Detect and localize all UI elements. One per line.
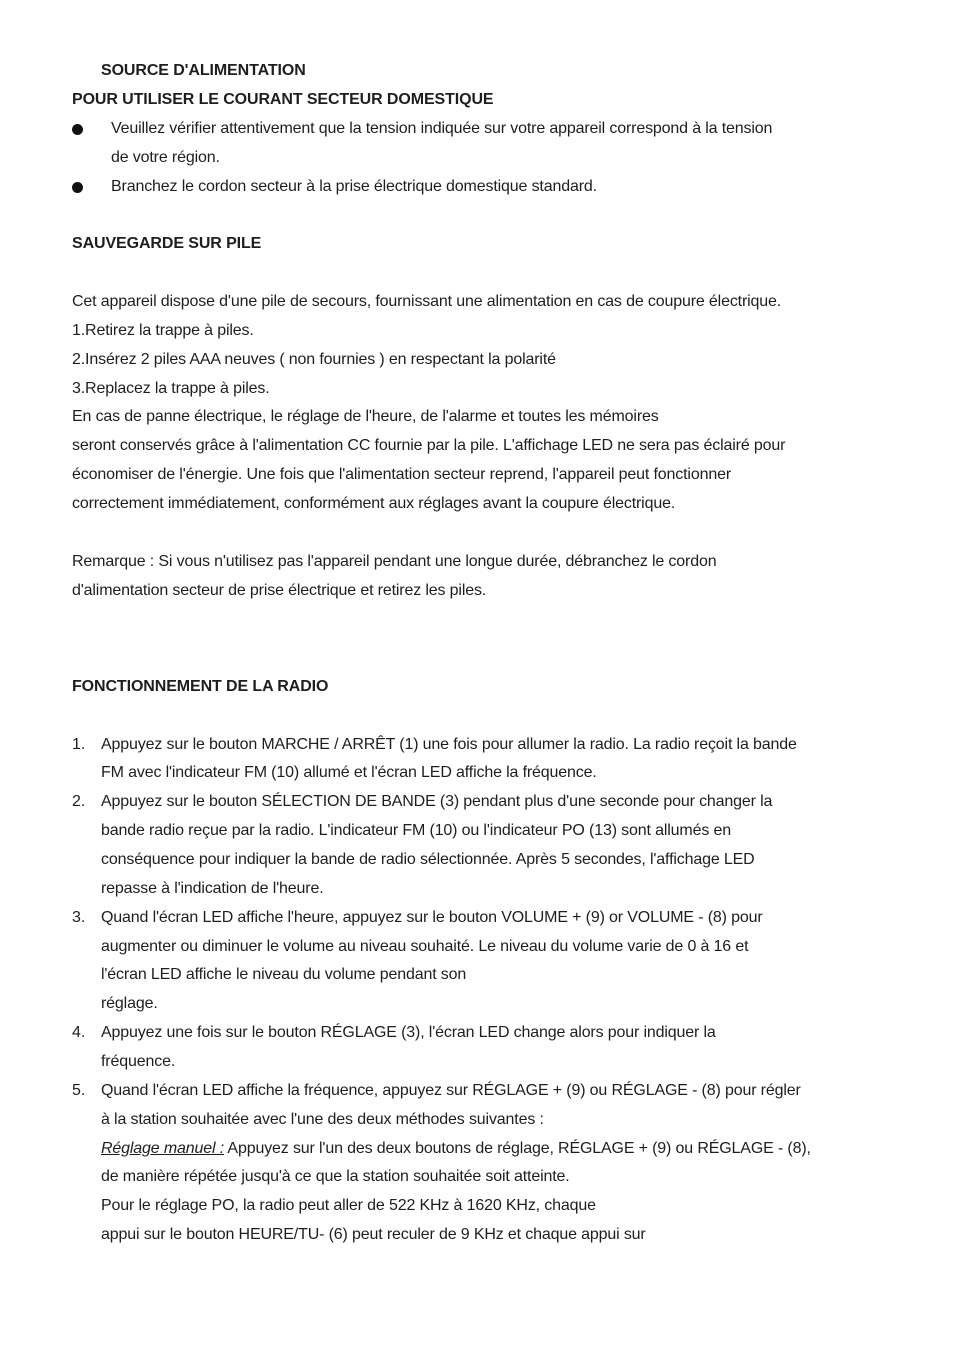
step-3-line: Quand l'écran LED affiche l'heure, appuyez sur le bouton VOLUME + (9) or VOLUME - (8) pour	[101, 909, 763, 926]
mains-bullet-2-line-1: Branchez le cordon secteur à la prise électrique domestique standard.	[111, 178, 597, 195]
step-3-line: augmenter ou diminuer le volume au niveau souhaité. Le niveau du volume varie de 0 à 16 et	[101, 938, 749, 955]
manual-tuning-text: Appuyez sur l'un des deux boutons de réglage, RÉGLAGE + (9) ou RÉGLAGE - (8),	[224, 1140, 811, 1157]
step-number: 5.	[72, 1082, 86, 1099]
step-number: 3.	[72, 909, 86, 926]
note-line: d'alimentation secteur de prise électrique et retirez les piles.	[72, 582, 487, 599]
mains-bullet-1-line-1: Veuillez vérifier attentivement que la tension indiquée sur votre appareil correspond à la tension	[111, 120, 773, 137]
step-number: 4.	[72, 1024, 86, 1041]
step-5-line: Quand l'écran LED affiche la fréquence, appuyez sur RÉGLAGE + (9) ou RÉGLAGE - (8) pour régler	[101, 1082, 801, 1099]
step-3-line: l'écran LED affiche le niveau du volume pendant son	[101, 966, 467, 983]
step-4-line: Appuyez une fois sur le bouton RÉGLAGE (3), l'écran LED change alors pour indiquer la	[101, 1024, 716, 1041]
battery-line: économiser de l'énergie. Une fois que l'alimentation secteur reprend, l'appareil peut fonctionner	[72, 466, 732, 483]
step-2-line: Appuyez sur le bouton SÉLECTION DE BANDE (3) pendant plus d'une seconde pour changer la	[101, 793, 773, 810]
battery-line: Cet appareil dispose d'une pile de secours, fournissant une alimentation en cas de coupure électrique.	[72, 293, 782, 310]
battery-line: 1.Retirez la trappe à piles.	[72, 322, 254, 339]
note-line: Remarque : Si vous n'utilisez pas l'appareil pendant une longue durée, débranchez le cordon	[72, 553, 717, 570]
step-5-line: à la station souhaitée avec l'une des deux méthodes suivantes :	[101, 1111, 544, 1128]
manual-tuning-label: Réglage manuel :	[101, 1140, 225, 1157]
radio-heading: FONCTIONNEMENT DE LA RADIO	[72, 678, 329, 695]
manual-line: Pour le réglage PO, la radio peut aller de 522 KHz à 1620 KHz, chaque	[101, 1197, 596, 1214]
battery-heading: SAUVEGARDE SUR PILE	[72, 235, 262, 252]
power-source-heading: SOURCE D'ALIMENTATION	[101, 62, 306, 79]
battery-line: 3.Replacez la trappe à piles.	[72, 380, 270, 397]
manual-line: appui sur le bouton HEURE/TU- (6) peut reculer de 9 KHz et chaque appui sur	[101, 1226, 646, 1243]
step-1-line: Appuyez sur le bouton MARCHE / ARRÊT (1) une fois pour allumer la radio. La radio reçoit la bande	[101, 736, 797, 753]
step-number: 1.	[72, 736, 86, 753]
step-3-line: réglage.	[101, 995, 158, 1012]
step-number: 2.	[72, 793, 86, 810]
step-2-line: repasse à l'indication de l'heure.	[101, 880, 324, 897]
manual-tuning-line	[101, 1139, 811, 1159]
manual-line: de manière répétée jusqu'à ce que la station souhaitée soit atteinte.	[101, 1168, 570, 1185]
mains-bullet-1-line-2: de votre région.	[111, 149, 220, 166]
step-4-line: fréquence.	[101, 1053, 176, 1070]
bullet-icon	[72, 182, 83, 193]
step-1-line: FM avec l'indicateur FM (10) allumé et l'écran LED affiche la fréquence.	[101, 764, 597, 781]
battery-line: correctement immédiatement, conformément aux réglages avant la coupure électrique.	[72, 495, 676, 512]
battery-line: En cas de panne électrique, le réglage de l'heure, de l'alarme et toutes les mémoires	[72, 408, 659, 425]
mains-heading: POUR UTILISER LE COURANT SECTEUR DOMESTIQUE	[72, 91, 494, 108]
step-2-line: bande radio reçue par la radio. L'indicateur FM (10) ou l'indicateur PO (13) sont allumés en	[101, 822, 731, 839]
step-2-line: conséquence pour indiquer la bande de radio sélectionnée. Après 5 secondes, l'affichage LED	[101, 851, 755, 868]
bullet-icon	[72, 124, 83, 135]
battery-line: seront conservés grâce à l'alimentation CC fournie par la pile. L'affichage LED ne sera pas éclairé pour	[72, 437, 786, 454]
battery-line: 2.Insérez 2 piles AAA neuves ( non fournies ) en respectant la polarité	[72, 351, 556, 368]
